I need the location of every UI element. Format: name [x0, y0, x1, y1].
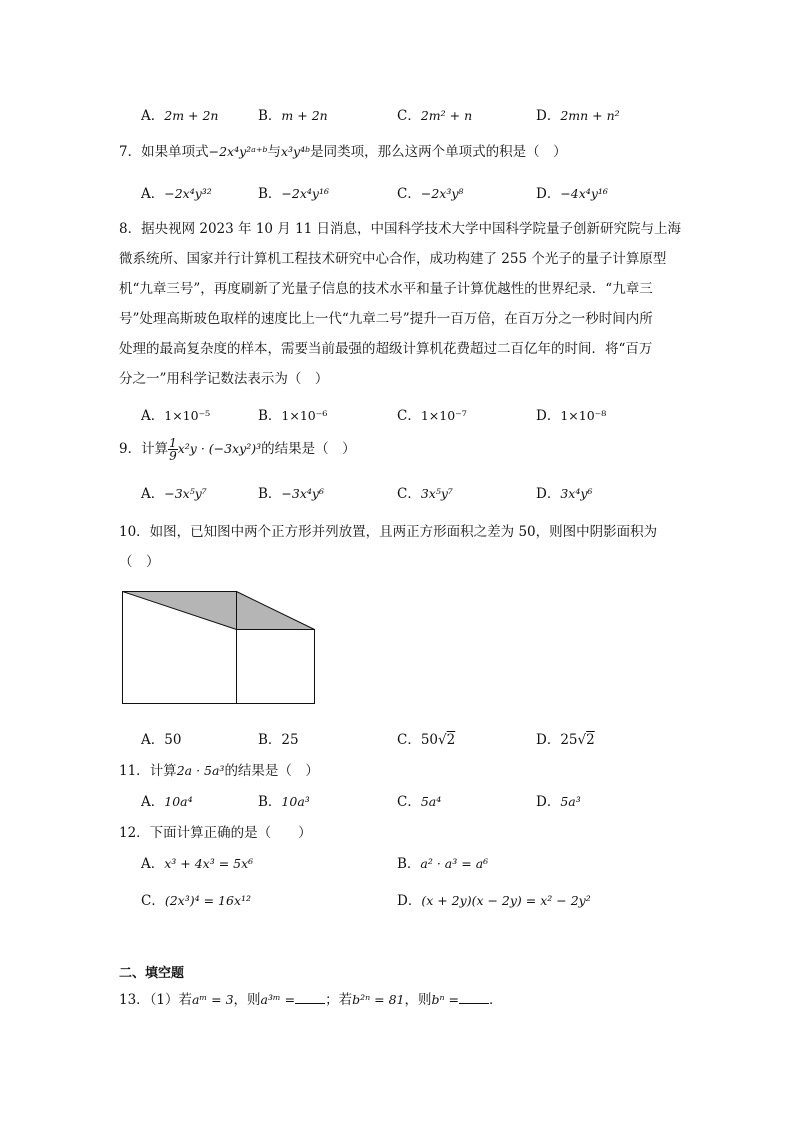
stem-text: 是同类项，那么这两个单项式的积是（ ） — [310, 144, 567, 160]
stem-expr: bⁿ = — [431, 992, 460, 1007]
q8-line-2: 微系统所、国家并行计算机工程技术研究中心合作，成功构建了 255 个光子的量子计算原型 — [119, 251, 667, 267]
two-squares-figure — [118, 586, 320, 708]
question-number: 11． — [119, 763, 150, 779]
q6-option-c — [397, 104, 472, 124]
stem-text: 如果单项式 — [141, 144, 209, 160]
option-expr: 5a³ — [560, 794, 581, 809]
fraction — [168, 437, 178, 462]
option-letter: C． — [397, 408, 421, 424]
q10-line-1: 10．如图，已知图中两个正方形并列放置，且两正方形面积之差为 50，则图中阴影面积为 — [119, 524, 658, 540]
option-letter: D． — [536, 732, 561, 748]
option-expr: 1×10⁻⁸ — [560, 408, 607, 423]
sqrt-symbol: √ — [577, 732, 587, 748]
question-number: 9． — [119, 441, 142, 457]
option-letter: B． — [258, 186, 282, 202]
option-expr: x³ + 4x³ = 5x⁶ — [164, 856, 254, 871]
radicand: 2 — [446, 732, 456, 748]
q9-stem — [119, 437, 356, 462]
option-expr: −2x⁴y¹⁶ — [281, 186, 329, 201]
option-expr: 10a³ — [281, 794, 310, 809]
stem-text: ，则 — [233, 992, 261, 1008]
q11-option-b — [258, 790, 310, 810]
q11-option-d — [536, 790, 581, 810]
stem-expr: 2a · 5a³ — [176, 763, 225, 778]
q11-stem — [119, 759, 319, 779]
q6-option-a — [141, 104, 218, 124]
option-letter: A． — [141, 486, 165, 502]
option-letter: C． — [397, 186, 421, 202]
option-letter: D． — [536, 186, 561, 202]
option-value: 50 — [164, 732, 182, 748]
option-letter: B． — [397, 856, 421, 872]
q8-line-1: 8．据央视网 2023 年 10 月 11 日消息，中国科学技术大学中国科学院量子创新研究院与上海 — [119, 221, 682, 237]
option-letter: B． — [258, 794, 282, 810]
option-letter: C． — [397, 732, 421, 748]
small-square — [237, 630, 315, 704]
fraction-numerator: 1 — [169, 436, 177, 450]
q12-option-d — [397, 889, 591, 909]
answer-blank-2[interactable] — [459, 993, 489, 1004]
sqrt-symbol: √ — [438, 732, 447, 748]
option-letter: D． — [536, 794, 561, 810]
stem-expr: x²y · (−3xy²)³ — [177, 441, 262, 456]
stem-text: 计算 — [149, 763, 177, 779]
q9-option-d — [536, 482, 592, 502]
stem-text: （1）若 — [149, 992, 193, 1008]
option-expr: 3x⁵y⁷ — [420, 486, 453, 501]
radicand: 2 — [586, 732, 595, 748]
q6-option-d — [536, 104, 620, 124]
option-letter: B． — [258, 732, 282, 748]
stem-expr: b²ⁿ = 81 — [352, 992, 405, 1007]
q7-option-c — [397, 182, 463, 202]
q8-line-4: 号”处理高斯玻色取样的速度比上一代“九章二号”提升一百万倍，在百万分之一秒时间内所 — [119, 311, 653, 327]
option-letter: A． — [141, 856, 165, 872]
option-expr: 1×10⁻⁶ — [281, 408, 328, 423]
stem-text: ． — [489, 992, 503, 1008]
q10-line-2: （ ） — [119, 554, 160, 570]
q9-option-a — [141, 482, 207, 502]
question-number: 13． — [119, 992, 150, 1008]
section-heading: 二、填空题 — [119, 966, 185, 981]
answer-blank-1[interactable] — [295, 993, 325, 1004]
q10-option-c — [397, 728, 455, 748]
stem-text: ，则 — [404, 992, 432, 1008]
option-letter: B． — [258, 408, 282, 424]
option-letter: D． — [536, 486, 561, 502]
fraction-denominator: 9 — [169, 449, 177, 463]
option-expr: −2x³y⁸ — [420, 186, 464, 201]
stem-text: 与 — [267, 144, 281, 160]
stem-text: 的结果是（ ） — [261, 441, 356, 457]
option-letter: A． — [141, 108, 165, 124]
q7-option-b — [258, 182, 329, 202]
q8-line-5: 处理的最高复杂度的样本，需要当前最强的超级计算机花费超过二百亿年的时间．将“百万 — [119, 341, 653, 357]
option-letter: A． — [141, 732, 165, 748]
option-letter: D． — [536, 108, 561, 124]
q7-stem — [119, 140, 567, 160]
option-expr: 3x⁴y⁶ — [560, 486, 593, 501]
option-value: 25 — [281, 732, 299, 748]
question-number: 7． — [119, 144, 142, 160]
q8-line-3: 机“九章三号”，再度刷新了光量子信息的技术水平和量子计算优越性的世界纪录．“九章三 — [119, 281, 653, 297]
q12-stem: 12．下面计算正确的是（ ） — [119, 825, 312, 841]
option-letter: D． — [536, 408, 561, 424]
stem-expr: aᵐ = 3 — [192, 992, 234, 1007]
q8-option-b — [258, 404, 327, 424]
option-letter: C． — [141, 893, 165, 909]
q8-option-c — [397, 404, 467, 424]
q10-option-a — [141, 728, 181, 748]
option-letter: C． — [397, 108, 421, 124]
option-coefficient: 50 — [420, 732, 439, 748]
option-expr: −3x⁴y⁶ — [281, 486, 324, 501]
option-expr: 1×10⁻⁵ — [164, 408, 211, 423]
option-expr: (2x³)⁴ = 16x¹² — [164, 893, 252, 908]
q7-option-a — [141, 182, 212, 202]
option-expr: 10a⁴ — [164, 794, 193, 809]
q9-option-b — [258, 482, 324, 502]
q8-option-a — [141, 404, 210, 424]
stem-text: ；若 — [325, 992, 353, 1008]
q13-stem — [119, 988, 503, 1008]
q11-option-c — [397, 790, 441, 810]
option-expr: 1×10⁻⁷ — [420, 408, 467, 423]
option-expr: 2m + 2n — [164, 108, 219, 123]
q8-option-d — [536, 404, 606, 424]
stem-expr: −2x⁴y²ᵃ⁺ᵇ — [208, 144, 268, 159]
option-expr: 2mn + n² — [560, 108, 620, 123]
option-letter: A． — [141, 408, 165, 424]
q7-option-d — [536, 182, 608, 202]
option-letter: B． — [258, 486, 282, 502]
q10-option-b — [258, 728, 299, 748]
option-expr: −3x⁵y⁷ — [164, 486, 207, 501]
option-expr: −4x⁴y¹⁶ — [560, 186, 608, 201]
stem-text: 的结果是（ ） — [224, 763, 319, 779]
stem-text: 计算 — [141, 441, 169, 457]
stem-expr: a³ᵐ = — [260, 992, 296, 1007]
option-letter: D． — [397, 893, 422, 909]
q12-option-c — [141, 889, 251, 909]
option-expr: 2m² + n — [420, 108, 473, 123]
q8-line-6: 分之一”用科学记数法表示为（ ） — [119, 371, 329, 387]
option-letter: C． — [397, 486, 421, 502]
option-coefficient: 25 — [560, 732, 578, 748]
option-letter: A． — [141, 794, 165, 810]
stem-expr: x³y⁴ᵇ — [280, 144, 311, 159]
option-expr: 5a⁴ — [420, 794, 442, 809]
q6-option-b — [258, 104, 328, 124]
option-letter: B． — [258, 108, 282, 124]
option-expr: a² · a³ = a⁶ — [420, 856, 489, 871]
option-letter: A． — [141, 186, 165, 202]
q10-option-d — [536, 728, 595, 748]
q9-option-c — [397, 482, 453, 502]
option-expr: m + 2n — [281, 108, 328, 123]
option-letter: C． — [397, 794, 421, 810]
q12-option-a — [141, 852, 253, 872]
q12-option-b — [397, 852, 488, 872]
option-expr: −2x⁴y³² — [164, 186, 212, 201]
option-expr: (x + 2y)(x − 2y) = x² − 2y² — [421, 893, 591, 908]
q11-option-a — [141, 790, 193, 810]
